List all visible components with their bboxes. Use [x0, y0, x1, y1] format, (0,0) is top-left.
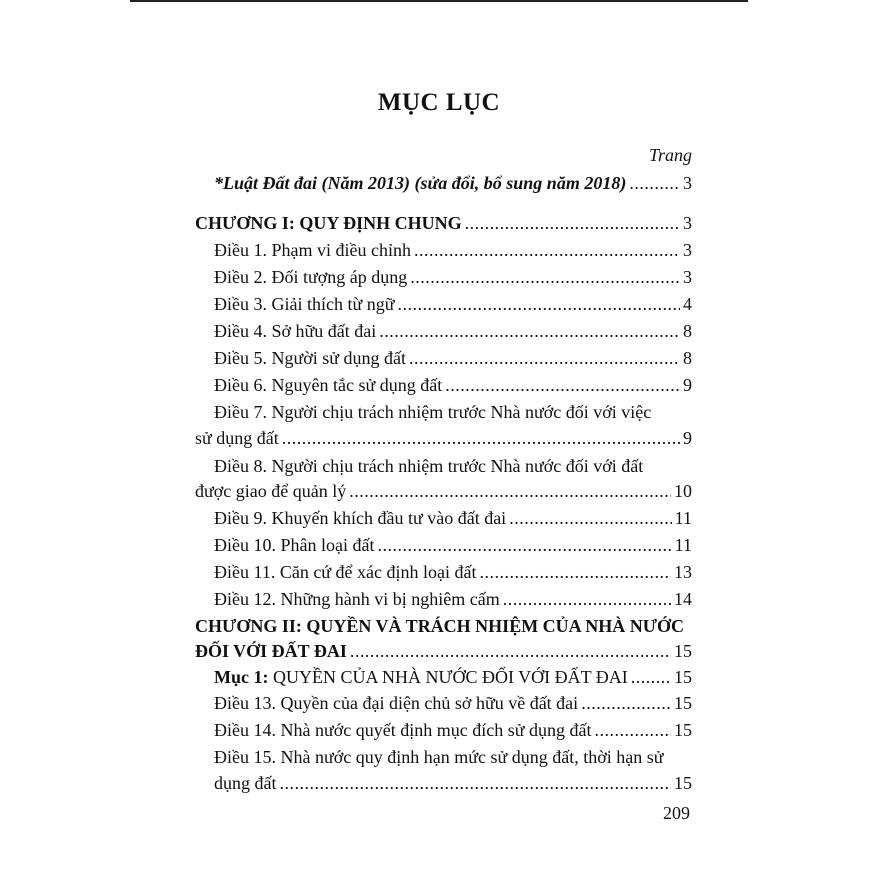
- toc-entry: [214, 266, 692, 288]
- toc-section-text: [214, 666, 628, 688]
- toc-entry-text: Điều 11. Căn cứ để xác định loại đất: [214, 562, 477, 582]
- toc-entry-line1: Điều 8. Người chịu trách nhiệm trước Nhà nước đối với đất: [214, 456, 644, 476]
- leader-dots: [350, 640, 671, 662]
- toc-entry-page: 15: [674, 667, 692, 687]
- toc-entry-text: Điều 6. Nguyên tắc sử dụng đất: [214, 375, 443, 395]
- leader-dots: [280, 772, 672, 794]
- leader-dots: [503, 588, 671, 610]
- top-rule: [130, 0, 748, 2]
- toc-chapter-text: ĐỐI VỚI ĐẤT ĐAI: [195, 641, 347, 661]
- toc-entry-page: 15: [674, 720, 692, 740]
- leader-dots: [282, 427, 680, 449]
- toc-section-muc-1: [214, 666, 692, 688]
- toc-chapter-text: CHƯƠNG I: QUY ĐỊNH CHUNG: [195, 213, 462, 233]
- page-title: MỤC LỤC: [377, 89, 501, 116]
- toc-chapter-2: [195, 640, 692, 662]
- toc-entry-line1: Điều 7. Người chịu trách nhiệm trước Nhà nước đối với việc: [214, 402, 652, 422]
- toc-entry: [195, 480, 692, 502]
- toc-entry-page: 3: [683, 213, 692, 233]
- leader-dots: [581, 692, 671, 714]
- toc-entry: [214, 692, 692, 714]
- leader-dots: [414, 239, 680, 261]
- toc-entry-text: Điều 12. Những hành vi bị nghiêm cấm: [214, 589, 500, 609]
- leader-dots: [379, 320, 680, 342]
- leader-dots: [480, 561, 671, 583]
- toc-entry-text: sử dụng đất: [195, 428, 279, 448]
- page-number: 209: [663, 803, 690, 823]
- leader-dots: [349, 480, 671, 502]
- leader-dots: [509, 507, 671, 529]
- toc-entry-text: Điều 5. Người sử dụng đất: [214, 348, 407, 368]
- leader-dots: [629, 172, 680, 194]
- leader-dots: [465, 212, 680, 234]
- leader-dots: [631, 666, 671, 688]
- section-title: QUYỀN CỦA NHÀ NƯỚC ĐỐI VỚI ĐẤT ĐAI: [268, 667, 628, 687]
- toc-entry-text: được giao để quản lý: [195, 481, 347, 501]
- toc-entry-page: 11: [674, 535, 692, 555]
- toc-entry-page: 8: [683, 348, 692, 368]
- toc-entry: [214, 719, 692, 741]
- toc-entry-page: 3: [683, 240, 692, 260]
- toc-entry-page: 3: [683, 267, 692, 287]
- toc-entry-page: 4: [683, 294, 692, 314]
- toc-entry-page: 15: [674, 641, 692, 661]
- page-column-label: Trang: [648, 145, 692, 165]
- toc-entry: [214, 293, 692, 315]
- toc-entry-text: Điều 9. Khuyến khích đầu tư vào đất đai: [214, 508, 507, 528]
- toc-entry-page: 15: [674, 693, 692, 713]
- toc-entry-page: 10: [674, 481, 692, 501]
- leader-dots: [409, 347, 680, 369]
- toc-entry: [195, 427, 692, 449]
- leader-dots: [397, 293, 680, 315]
- toc-chapter-1: [195, 212, 692, 234]
- toc-entry: [214, 561, 692, 583]
- toc-entry-page: 14: [674, 589, 692, 609]
- toc-entry-text: Điều 14. Nhà nước quyết định mục đích sử dụng đất: [214, 720, 592, 740]
- toc-entry-page: 9: [683, 428, 692, 448]
- toc-entry: [214, 507, 692, 529]
- toc-entry: [214, 320, 692, 342]
- section-label: Mục 1:: [214, 667, 269, 687]
- leader-dots: [410, 266, 680, 288]
- toc-entry: [214, 347, 692, 369]
- toc-entry-page: 9: [683, 375, 692, 395]
- toc-entry: [214, 588, 692, 610]
- toc-entry-text: Điều 2. Đối tượng áp dụng: [214, 267, 408, 287]
- toc-entry-text: Điều 3. Giải thích từ ngữ: [214, 294, 395, 314]
- toc-entry-intro: [214, 172, 692, 194]
- toc-entry-text: dụng đất: [214, 773, 277, 793]
- toc-entry-text: Điều 4. Sở hữu đất đai: [214, 321, 377, 341]
- leader-dots: [445, 374, 680, 396]
- leader-dots: [594, 719, 671, 741]
- toc-entry-page: 3: [683, 173, 692, 193]
- toc-entry-line1: Điều 15. Nhà nước quy định hạn mức sử dụng đất, thời hạn sử: [214, 747, 664, 767]
- toc-entry: [214, 239, 692, 261]
- toc-entry: [214, 374, 692, 396]
- toc-entry-page: 15: [674, 773, 692, 793]
- toc-entry-text: Điều 13. Quyền của đại diện chủ sở hữu về đất đai: [214, 693, 579, 713]
- toc-entry-page: 8: [683, 321, 692, 341]
- toc-entry: [214, 772, 692, 794]
- toc-entry-text: *Luật Đất đai (Năm 2013) (sửa đổi, bổ sung năm 2018): [214, 173, 627, 193]
- toc-entry: [214, 534, 692, 556]
- toc-entry-page: 11: [674, 508, 692, 528]
- toc-entry-text: Điều 10. Phân loại đất: [214, 535, 375, 555]
- leader-dots: [377, 534, 671, 556]
- toc-entry-page: 13: [674, 562, 692, 582]
- toc-chapter-2-line1: CHƯƠNG II: QUYỀN VÀ TRÁCH NHIỆM CỦA NHÀ NƯỚC: [195, 616, 685, 636]
- toc-entry-text: Điều 1. Phạm vi điều chỉnh: [214, 240, 411, 260]
